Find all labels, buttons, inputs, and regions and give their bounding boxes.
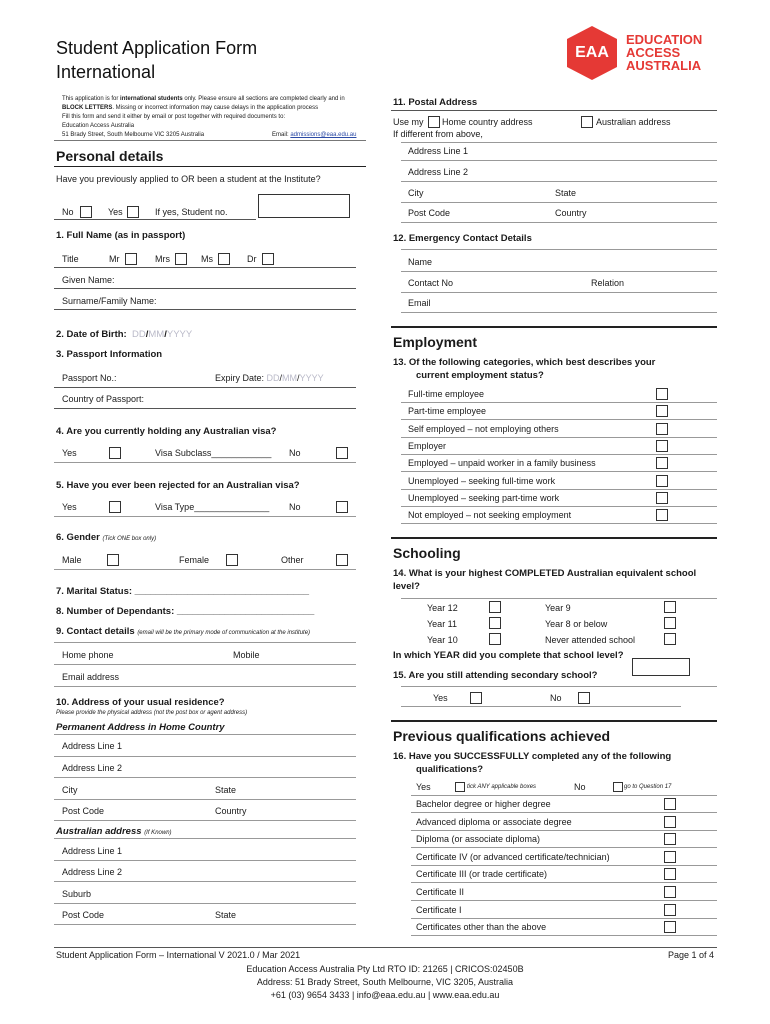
given-name-label: Given Name: (62, 275, 115, 285)
q7-marital-status[interactable]: 7. Marital Status: _________________________________ (56, 586, 310, 597)
perm-address-line2: Address Line 2 (62, 763, 123, 773)
employment-option-checkbox[interactable] (656, 492, 668, 504)
intro-email: Email: admissions@eaa.edu.au (272, 132, 357, 138)
school-year-input[interactable] (632, 658, 690, 676)
q5-visa-rejected: 5. Have you ever been rejected for an Australian visa? (56, 480, 300, 491)
student-no-input[interactable] (258, 194, 350, 218)
q15-yes-label: Yes (433, 693, 448, 703)
q15-still-attending: 15. Are you still attending secondary school? (393, 670, 598, 681)
q10-note: Please provide the physical address (not the post box or agent address) (56, 710, 248, 716)
q5-no-label: No (289, 502, 301, 512)
q15-yes-checkbox[interactable] (470, 692, 482, 704)
employment-option-label: Self employed – not employing others (408, 423, 559, 434)
aus-address-line1: Address Line 1 (62, 846, 123, 856)
qualification-option-checkbox[interactable] (664, 868, 676, 880)
footer-address: Address: 51 Brady Street, South Melbourne, VIC 3205, Australia (256, 977, 514, 987)
q13-line1: 13. Of the following categories, which best describes your (393, 357, 656, 368)
aus-postcode-label: Post Code (62, 910, 105, 920)
form-subtitle: International (56, 62, 156, 82)
qualification-option-divider (411, 865, 717, 866)
employment-option-label: Full-time employee (408, 389, 485, 399)
q4-visa: 4. Are you currently holding any Australian visa? (56, 426, 277, 437)
perm-address-line1: Address Line 1 (62, 741, 123, 751)
postal-postcode-label: Post Code (408, 208, 451, 218)
home-country-address-label: Home country address (442, 117, 533, 127)
school-level-checkbox[interactable] (664, 633, 676, 645)
home-phone-label: Home phone (62, 650, 114, 660)
q3-passport: 3. Passport Information (56, 349, 163, 360)
employment-option-label: Not employed – not seeking employment (408, 510, 572, 521)
employment-option-divider (401, 419, 717, 420)
form-title: Student Application Form (56, 38, 258, 58)
home-country-address-checkbox[interactable] (428, 116, 440, 128)
logo-text-3: AUSTRALIA (626, 58, 702, 73)
employment-option-checkbox[interactable] (656, 509, 668, 521)
visa-type-label[interactable]: Visa Type_______________ (155, 502, 270, 512)
school-level-checkbox[interactable] (664, 617, 676, 629)
qualification-option-divider (411, 830, 717, 831)
employment-option-label: Part-time employee (408, 406, 487, 417)
q16-yes-checkbox[interactable] (455, 782, 465, 792)
qualification-option-divider (411, 900, 717, 901)
q14-line1: 14. What is your highest COMPLETED Australian equivalent school (393, 568, 697, 579)
q16-tick-note: tick ANY applicable boxes (467, 784, 537, 790)
footer-form-version: Student Application Form – International V 2021.0 / Mar 2021 (56, 950, 301, 960)
emergency-name-label: Name (408, 257, 433, 267)
school-level-label: Year 12 (427, 603, 458, 613)
australian-address-heading: Australian address (If Known) (56, 826, 172, 837)
q15-no-label: No (550, 693, 562, 703)
qualification-option-label: Certificate I (416, 904, 462, 915)
ms-checkbox[interactable] (218, 253, 230, 265)
q8-dependants[interactable]: 8. Number of Dependants: __________________________ (56, 606, 315, 617)
australian-address-checkbox[interactable] (581, 116, 593, 128)
employment-option-checkbox[interactable] (656, 388, 668, 400)
school-level-label: Year 11 (427, 619, 458, 629)
dr-label: Dr (247, 254, 257, 264)
mobile-label: Mobile (233, 650, 260, 660)
postal-address-line1: Address Line 1 (408, 146, 469, 156)
employment-option-label: Unemployed – seeking part-time work (408, 492, 560, 503)
q1-full-name: 1. Full Name (as in passport) (56, 230, 186, 241)
perm-state-label: State (215, 785, 237, 795)
mr-label: Mr (109, 254, 120, 264)
qualification-option-divider (411, 847, 717, 848)
qualification-option-label: Diploma (or associate diploma) (416, 834, 541, 845)
perm-postcode-label: Post Code (62, 806, 105, 816)
employment-option-label: Employer (408, 440, 447, 451)
footer-page-number: Page 1 of 4 (668, 950, 715, 960)
employment-option-divider (401, 489, 717, 490)
employment-option-divider (401, 402, 717, 403)
q14-line2: level? (393, 581, 420, 592)
aus-address-line2: Address Line 2 (62, 867, 123, 877)
expiry-date-label: Expiry Date: DD/MM/YYYY (215, 373, 324, 383)
qualification-option-checkbox[interactable] (664, 886, 676, 898)
qualification-option-label: Bachelor degree or higher degree (416, 799, 551, 809)
school-level-checkbox[interactable] (664, 601, 676, 613)
emergency-email-label: Email (408, 298, 431, 308)
qualification-option-checkbox[interactable] (664, 921, 676, 933)
qualification-option-checkbox[interactable] (664, 816, 676, 828)
employment-option-label: Unemployed – seeking full-time work (408, 475, 556, 486)
employment-option-divider (401, 506, 717, 507)
qualification-option-checkbox[interactable] (664, 904, 676, 916)
female-checkbox[interactable] (226, 554, 238, 566)
email-address-label: Email address (62, 672, 120, 682)
qualification-option-divider (411, 918, 717, 919)
emergency-contact-no-label: Contact No (408, 278, 454, 288)
q16-no-checkbox[interactable] (613, 782, 623, 792)
q5-yes-checkbox[interactable] (109, 501, 121, 513)
q16-line2: qualifications? (416, 764, 484, 775)
qualification-option-label: Certificates other than the above (416, 922, 547, 933)
logo-initials: EAA (575, 44, 609, 61)
employment-option-label: Employed – unpaid worker in a family business (408, 458, 596, 469)
female-label: Female (179, 555, 210, 565)
mrs-checkbox[interactable] (175, 253, 187, 265)
postal-country-label: Country (555, 208, 587, 218)
australian-address-label: Australian address (596, 117, 671, 127)
prev-yes-checkbox[interactable] (127, 206, 139, 218)
employment-option-checkbox[interactable] (656, 475, 668, 487)
email-link[interactable]: admissions@eaa.edu.au (290, 132, 357, 138)
passport-no-label: Passport No.: (62, 373, 117, 383)
permanent-address-heading: Permanent Address in Home Country (56, 722, 225, 733)
prev-applied-question: Have you previously applied to OR been a student at the Institute? (56, 174, 321, 184)
employment-option-checkbox[interactable] (656, 405, 668, 417)
country-passport-label: Country of Passport: (62, 394, 145, 404)
qualification-option-checkbox[interactable] (664, 833, 676, 845)
perm-city-label: City (62, 785, 78, 795)
if-different-label: If different from above, (393, 129, 483, 139)
q4-no-checkbox[interactable] (336, 447, 348, 459)
personal-details-heading: Personal details (56, 148, 164, 164)
q11-postal: 11. Postal Address (393, 97, 478, 108)
q2-dob: 2. Date of Birth: DD/MM/YYYY (56, 329, 193, 340)
employment-option-divider (401, 471, 717, 472)
qualification-option-label: Certificate II (416, 887, 465, 897)
school-level-label: Year 9 (545, 603, 571, 613)
employment-option-checkbox[interactable] (656, 423, 668, 435)
intro-line-1: This application is for international students only. Please ensure all sections are completed clearly and in (62, 96, 345, 102)
qualification-option-label: Advanced diploma or associate degree (416, 816, 572, 827)
intro-line-3: Fill this form and send it either by email or post together with required documents to: (62, 114, 286, 120)
mrs-label: Mrs (155, 254, 170, 264)
use-my-label: Use my (393, 117, 424, 127)
employment-heading: Employment (393, 334, 478, 350)
logo-text-2: ACCESS (626, 45, 681, 60)
intro-line-4: Education Access Australia (62, 123, 135, 129)
postal-city-label: City (408, 188, 424, 198)
emergency-relation-label: Relation (591, 278, 625, 288)
surname-label: Surname/Family Name: (62, 296, 157, 306)
school-level-checkbox[interactable] (489, 617, 501, 629)
aus-suburb-label: Suburb (62, 889, 92, 899)
school-level-label: Year 8 or below (545, 619, 608, 629)
qualification-option-divider (411, 882, 717, 883)
q6-gender: 6. Gender (Tick ONE box only) (56, 532, 157, 543)
male-checkbox[interactable] (107, 554, 119, 566)
school-level-label: Year 10 (427, 635, 458, 645)
employment-option-checkbox[interactable] (656, 440, 668, 452)
perm-country-label: Country (215, 806, 247, 816)
qualification-option-checkbox[interactable] (664, 798, 676, 810)
employment-option-divider (401, 454, 717, 455)
q4-yes-checkbox[interactable] (109, 447, 121, 459)
intro-line-2: BLOCK LETTERS. Missing or incorrect information may cause delays in the application process (62, 105, 319, 111)
previous-qualifications-heading: Previous qualifications achieved (393, 728, 611, 744)
dr-checkbox[interactable] (262, 253, 274, 265)
school-level-checkbox[interactable] (489, 601, 501, 613)
logo-text-1: EDUCATION (626, 32, 703, 47)
qualification-option-divider (411, 935, 717, 936)
visa-subclass-label[interactable]: Visa Subclass____________ (155, 448, 272, 458)
title-label: Title (62, 254, 79, 264)
q15-no-checkbox[interactable] (578, 692, 590, 704)
qualification-option-divider (411, 812, 717, 813)
aus-state-label: State (215, 910, 237, 920)
q4-no-label: No (289, 448, 301, 458)
postal-state-label: State (555, 188, 577, 198)
employment-option-divider (401, 523, 717, 524)
school-level-checkbox[interactable] (489, 633, 501, 645)
ms-label: Ms (201, 254, 213, 264)
q5-yes-label: Yes (62, 502, 77, 512)
q16-no-label: No (574, 782, 586, 792)
prev-no-label: No (62, 207, 74, 217)
q5-no-checkbox[interactable] (336, 501, 348, 513)
q10-residence: 10. Address of your usual residence? (56, 697, 225, 708)
mr-checkbox[interactable] (125, 253, 137, 265)
intro-line-5: 51 Brady Street, South Melbourne VIC 3205 Australia (62, 132, 205, 138)
qualification-option-label: Certificate IV (or advanced certificate/technician) (416, 851, 610, 862)
other-checkbox[interactable] (336, 554, 348, 566)
employment-option-checkbox[interactable] (656, 457, 668, 469)
which-year-question: In which YEAR did you complete that school level? (393, 650, 624, 661)
q12-emergency: 12. Emergency Contact Details (393, 233, 532, 244)
goto-q17-note: go to Question 17 (624, 784, 672, 790)
qualification-option-checkbox[interactable] (664, 851, 676, 863)
footer-company: Education Access Australia Pty Ltd RTO ID: 21265 | CRICOS:02450B (246, 964, 524, 974)
q13-line2: current employment status? (416, 370, 544, 381)
prev-yes-label: Yes (108, 207, 123, 217)
q9-contact: 9. Contact details (email will be the primary mode of communication at the institute) (56, 626, 311, 637)
schooling-heading: Schooling (393, 545, 461, 561)
student-no-label: If yes, Student no. (155, 207, 228, 217)
footer-contact: +61 (03) 9654 3433 | info@eaa.edu.au | www.eaa.edu.au (270, 990, 500, 1000)
q4-yes-label: Yes (62, 448, 77, 458)
employment-option-divider (401, 437, 717, 438)
postal-address-line2: Address Line 2 (408, 167, 469, 177)
school-level-label: Never attended school (545, 635, 636, 645)
q16-line1: 16. Have you SUCCESSFULLY completed any of the following (393, 751, 672, 762)
male-label: Male (62, 555, 82, 565)
qualification-option-label: Certificate III (or trade certificate) (416, 869, 548, 880)
prev-no-checkbox[interactable] (80, 206, 92, 218)
other-label: Other (281, 555, 304, 565)
q16-yes-label: Yes (416, 782, 431, 792)
